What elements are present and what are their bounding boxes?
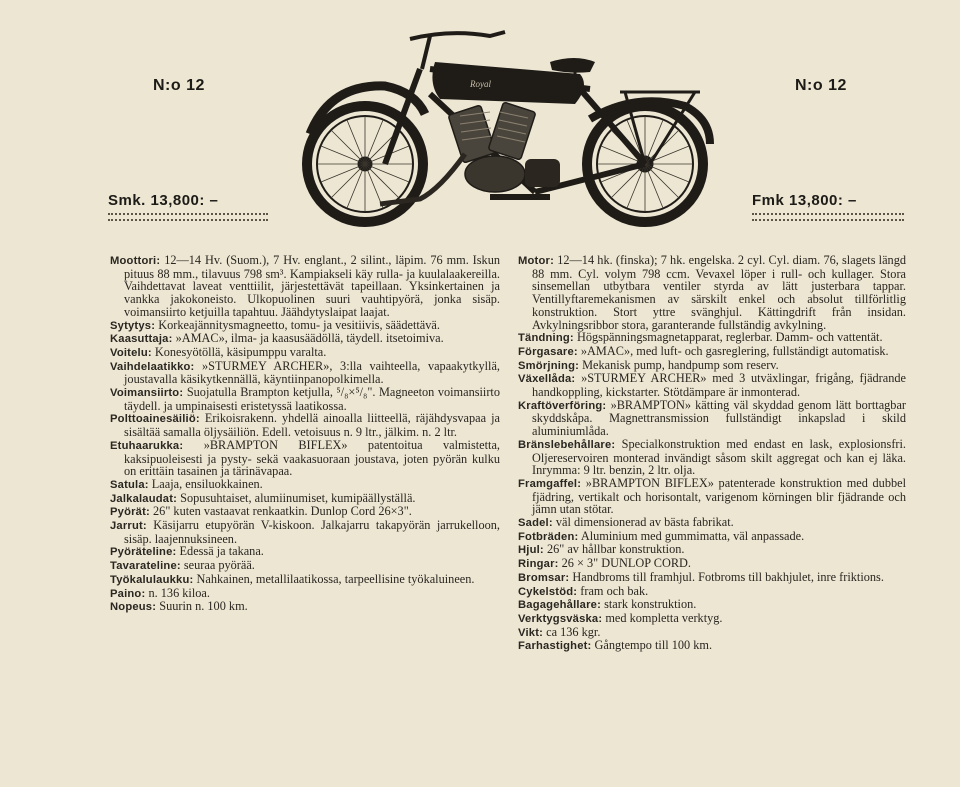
swedish-spec-description: »AMAC», med luft- och gasreglering, fullständigt automatisk. <box>580 343 889 358</box>
finnish-spec-term: Voimansiirto: <box>110 387 184 400</box>
finnish-spec-term: Vaihdelaatikko: <box>110 360 195 373</box>
finnish-spec-description: Konesyötöllä, käsipumppu varalta. <box>154 344 327 359</box>
swedish-spec-description: fram och bak. <box>580 583 649 598</box>
finnish-spec-term: Pyörät: <box>110 506 150 519</box>
swedish-spec-term: Cykelstöd: <box>518 585 578 598</box>
finnish-spec-description: »AMAC», ilma- ja kaasusäädöllä, täydell. itsetoimiva. <box>175 331 444 346</box>
swedish-spec-entry <box>518 626 906 640</box>
swedish-spec-entry <box>518 612 906 626</box>
swedish-spec-description: Högspänningsmagnetapparat, reglerbar. Damm- och vattentät. <box>576 330 883 345</box>
finnish-spec-term: Työkalulaukku: <box>110 573 194 586</box>
finnish-spec-column <box>110 254 500 614</box>
model-number-right: N:o 12 <box>795 77 847 94</box>
swedish-spec-entry <box>518 530 906 544</box>
finnish-spec-term: Etuhaarukka: <box>110 439 184 452</box>
swedish-spec-term: Framgaffel: <box>518 477 582 490</box>
finnish-spec-description: Edessä ja takana. <box>179 544 264 559</box>
swedish-spec-description: 26" av hållbar konstruktion. <box>546 542 685 557</box>
swedish-spec-description: med kompletta verktyg. <box>605 610 723 625</box>
finnish-spec-description: Laaja, ensiluokkainen. <box>151 476 263 491</box>
swedish-spec-description: »STURMEY ARCHER» med 3 utväxlingar, frigång, fjädrande handkoppling, kickstarter. Stötdämpare är inmonterad. <box>532 371 906 400</box>
finnish-spec-description: »STURMEY ARCHER», 3:lla vaihteella, vapaakytkyllä, joustavalla käsikytkennällä, käyntiinpanopolkimella. <box>124 358 500 387</box>
finnish-spec-entry <box>110 505 500 519</box>
swedish-spec-term: Fotbräden: <box>518 530 579 543</box>
swedish-spec-description: 26 × 3" DUNLOP CORD. <box>561 556 691 571</box>
swedish-spec-entry <box>518 557 906 571</box>
swedish-spec-term: Bromsar: <box>518 571 570 584</box>
swedish-spec-term: Smörjning: <box>518 359 580 372</box>
finnish-spec-description: seuraa pyörää. <box>183 558 255 573</box>
finnish-spec-entry <box>110 573 500 587</box>
swedish-spec-entry <box>518 477 906 516</box>
finnish-spec-entry <box>110 545 500 559</box>
finnish-spec-description: Sopusuhtaiset, alumiinumiset, kumipäällyställä. <box>180 490 416 505</box>
swedish-spec-term: Förgasare: <box>518 345 578 358</box>
finnish-spec-entry <box>110 412 500 438</box>
swedish-spec-term: Verktygsväska: <box>518 612 603 625</box>
finnish-spec-entry <box>110 519 500 545</box>
finnish-spec-entry <box>110 600 500 614</box>
swedish-spec-entry <box>518 585 906 599</box>
swedish-spec-description: ca 136 kgr. <box>546 624 601 639</box>
finnish-spec-description: Nahkainen, metallilaatikossa, tarpeellisine työkaluineen. <box>196 571 475 586</box>
swedish-spec-term: Bränslebehållare: <box>518 438 616 451</box>
finnish-spec-entry <box>110 439 500 478</box>
finnish-spec-term: Nopeus: <box>110 601 157 614</box>
swedish-spec-entry <box>518 254 906 331</box>
finnish-spec-description: n. 136 kiloa. <box>148 585 210 600</box>
swedish-spec-term: Tändning: <box>518 332 574 345</box>
dotted-rule-left <box>108 213 268 221</box>
swedish-spec-entry <box>518 438 906 477</box>
swedish-spec-entry <box>518 331 906 345</box>
finnish-spec-description: Suojatulla Brampton ketjulla, ⁵/₈×⁵/₈". Magneeton voimansiirto täydell. ja umpinaisesti eristetyssä laatikossa. <box>124 385 500 413</box>
finnish-spec-description: »BRAMPTON BIFLEX» patentoitua valmistetta, kaksipuoleisesti ja pysty- sekä vaakasuoraan joustava, joten pyörän kulku on erittäin tasainen ja tärinävapaa. <box>124 437 500 479</box>
finnish-spec-term: Moottori: <box>110 255 161 267</box>
finnish-spec-description: 26" kuten vastaavat renkaatkin. Dunlop Cord 26×3". <box>153 504 412 519</box>
swedish-spec-entry <box>518 399 906 438</box>
model-number-left: N:o 12 <box>153 77 205 94</box>
finnish-spec-term: Tavarateline: <box>110 560 181 573</box>
swedish-spec-term: Farhastighet: <box>518 640 592 653</box>
finnish-spec-entry <box>110 319 500 333</box>
finnish-spec-description: Suurin n. 100 km. <box>159 599 248 614</box>
swedish-spec-description: Specialkonstruktion med endast en lask, explosionsfri. Oljereservoiren monterad invändigt såsom skilt aggregat och kan ej läka. Inrymma: 9 ltr. benzin, 2 ltr. olja. <box>532 436 907 478</box>
finnish-spec-entry <box>110 492 500 506</box>
finnish-spec-term: Sytytys: <box>110 319 156 332</box>
swedish-spec-description: väl dimensionerad av bästa fabrikat. <box>555 515 734 530</box>
swedish-spec-entry <box>518 543 906 557</box>
swedish-spec-entry <box>518 359 906 373</box>
swedish-spec-entry <box>518 516 906 530</box>
swedish-spec-term: Motor: <box>518 255 554 267</box>
swedish-spec-column <box>518 254 906 653</box>
finnish-spec-entry <box>110 587 500 601</box>
finnish-spec-term: Voitelu: <box>110 346 152 359</box>
finnish-spec-term: Kaasuttaja: <box>110 333 173 346</box>
swedish-spec-term: Växellåda: <box>518 373 576 386</box>
finnish-spec-entry <box>110 386 500 412</box>
finnish-spec-entry <box>110 332 500 346</box>
motorcycle-illustration <box>290 14 730 232</box>
swedish-spec-description: Aluminium med gummimatta, väl anpassade. <box>580 528 805 543</box>
tank-logo: Royal <box>470 79 491 89</box>
swedish-spec-term: Sadel: <box>518 517 553 530</box>
swedish-spec-term: Kraftöverföring: <box>518 399 607 412</box>
front-wheel <box>307 106 423 222</box>
finnish-spec-term: Jalkalaudat: <box>110 492 178 505</box>
finnish-spec-description: Korkeajännitysmagneetto, tomu- ja vesitiivis, säädettävä. <box>158 317 440 332</box>
finnish-spec-entry <box>110 559 500 573</box>
swedish-spec-description: »BRAMPTON BIFLEX» patenterade konstruktion med dubbel fjädring, vertikalt och horisontalt, varigenom körningen blir fjädrande och jämn utan stötar. <box>532 475 906 517</box>
finnish-spec-entry <box>110 360 500 386</box>
finnish-spec-term: Pyöräteline: <box>110 546 177 559</box>
finnish-spec-term: Polttoainesäiliö: <box>110 413 200 426</box>
price-left: Smk. 13,800: – <box>108 192 219 209</box>
dotted-rule-right <box>752 213 904 221</box>
swedish-spec-term: Hjul: <box>518 544 544 557</box>
swedish-spec-entry <box>518 598 906 612</box>
swedish-spec-description: stark konstruktion. <box>604 597 697 612</box>
swedish-spec-term: Vikt: <box>518 626 544 639</box>
finnish-spec-entry <box>110 478 500 492</box>
swedish-spec-description: 12—14 hk. (finska); 7 hk. engelska. 2 cyl. Cyl. diam. 76, slagets längd 88 mm. Cyl. volym 798 ccm. Vevaxel löper i rull- och kullager. Stora sinsemellan utbytbara ventiler styrda av lätt justerbara tappar. Ventillyftaremekanismen av särskilt enkel och absolut tillförlitlig konstruktion. Stort yttre svänghjul. Kättingdrift från insidan. Avkylningsribbor stora, garanterande fullständig avkylning. <box>532 253 906 332</box>
swedish-spec-description: Gångtempo till 100 km. <box>594 638 713 653</box>
finnish-spec-description: 12—14 Hv. (Suom.), 7 Hv. englant., 2 silint., läpim. 76 mm. Iskun pituus 88 mm., tilavuus 798 sm³. Kampiakseli käy rulla- ja kuulalaakereilla. Vaihdettavat laveat venttiilit, järjestettävät tapeillaan. Yksinkertainen ja vankka jakokoneisto. Ulkopuolinen suuri vauhtipyörä, jonka sisäp. voimansiirto ketjuilla tapahtuu. Jäähdytyslaipat laajat. <box>124 253 501 319</box>
swedish-spec-term: Bagagehållare: <box>518 599 602 612</box>
swedish-spec-description: »BRAMPTON» kätting väl skyddad genom lätt borttagbar skyddskåpa. Magnettransmission fullständigt inkapslad i skild aluminiumlåda. <box>532 397 907 439</box>
swedish-spec-entry <box>518 372 906 398</box>
swedish-spec-entry <box>518 639 906 653</box>
swedish-spec-description: Mekanisk pump, handpump som reserv. <box>582 357 779 372</box>
finnish-spec-description: Käsijarru etupyörän V-kiskoon. Jalkajarru takapyörän jarrukelloon, sisäp. laajennuksineen. <box>124 518 500 546</box>
finnish-spec-term: Paino: <box>110 587 146 600</box>
swedish-spec-entry <box>518 571 906 585</box>
price-right: Fmk 13,800: – <box>752 192 857 209</box>
finnish-spec-entry <box>110 254 500 319</box>
finnish-spec-entry <box>110 346 500 360</box>
swedish-spec-description: Handbroms till framhjul. Fotbroms till bakhjulet, inre friktions. <box>572 569 884 584</box>
swedish-spec-term: Ringar: <box>518 558 559 571</box>
finnish-spec-term: Jarrut: <box>110 520 147 533</box>
finnish-spec-description: Erikoisrakenn. yhdellä ainoalla liitteellä, räjähdysvapaa ja sisältää samalla öljysäiliön. Edell. vetoisuus n. 9 ltr., jälkim. n. 2 ltr. <box>124 411 500 440</box>
finnish-spec-term: Satula: <box>110 478 149 491</box>
swedish-spec-entry <box>518 345 906 359</box>
